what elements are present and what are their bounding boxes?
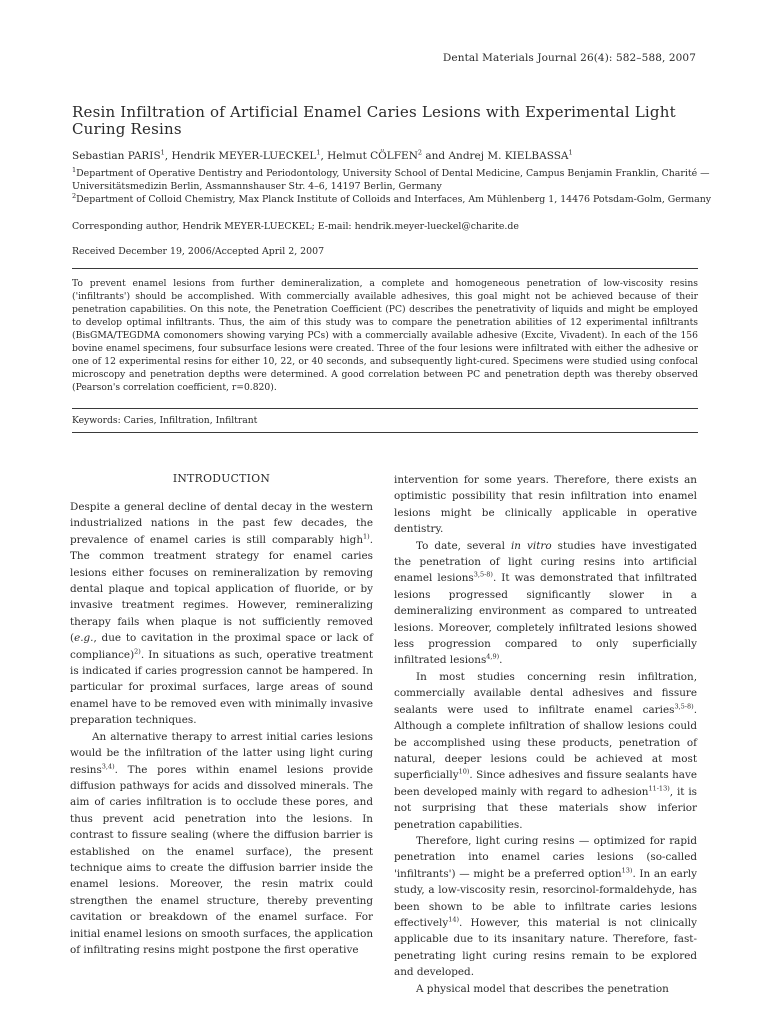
section-heading: INTRODUCTION <box>172 472 271 485</box>
article-title: Resin Infiltration of Artificial Enamel Caries Lesions with Experimental Light Curing Resins <box>72 103 676 138</box>
corresponding-author: Corresponding author, Hendrik MEYER-LUECKEL; E-mail: hendrik.meyer-lueckel@charite.de <box>72 221 519 232</box>
affiliation-marker: 1 <box>316 148 321 157</box>
text-run: e.g. <box>74 632 94 645</box>
author-name: Sebastian PARIS <box>72 150 161 162</box>
body-column-left <box>70 472 373 958</box>
text-run: . The pores within enamel lesions provide diffusion pathways for acids and dissolved minerals. The aim of caries infiltration is to occlude these pores, and thus prevent acid penetration into the lesions. In contrast to fissure sealing (where the diffusion barrier is established on the enamel surface), the present technique aims to create the diffusion barrier inside the enamel lesions. Moreover, the resin matrix could strengthen the enamel structure, thereby preventing cavitation or breakdown of the enamel surface. For initial enamel lesions on smooth surfaces, the application of infiltrating resins might postpone the first operative <box>70 763 374 956</box>
text-run: . The common treatment strategy for enamel caries lesions either focuses on remineralization by removing dental plaque and topical application of fluoride, or by invasive treatment regimes. However, remineralizing therapy fails when plaque is not sufficiently removed ( <box>70 533 373 645</box>
text-run: in vitro <box>510 539 552 552</box>
citation: 13) <box>621 866 633 875</box>
text-run: studies have investigated the penetration of light curing resins into artificial enamel lesions <box>394 539 697 585</box>
text-run: An alternative therapy to arrest initial caries lesions would be the infiltration of the latter using light curing resins <box>70 730 373 776</box>
author-name: Hendrik MEYER-LUECKEL <box>171 150 317 162</box>
body-paragraph: A physical model that describes the penetration <box>416 982 669 995</box>
body-paragraph <box>394 833 697 981</box>
citation: 11-13) <box>648 784 670 793</box>
text-run: . Although a complete infiltration of shallow lesions could be accomplished using these products, penetration of natural, deeper lesions could be achieved at most superficially <box>394 703 697 782</box>
text-run: . It was demonstrated that infiltrated lesions progressed significantly slower in a demineralizing environment as compared to untreated lesions. Moreover, completely infiltrated lesions showed less progression compared to only superficially infiltrated lesions <box>394 572 697 667</box>
journal-header: Dental Materials Journal 26(4): 582–588, 2007 <box>442 52 696 64</box>
text-run: In most studies concerning resin infiltration, commercially available dental adhesives and fissure sealants were used to infiltrate enamel caries <box>394 670 697 716</box>
text-run: . <box>499 654 503 667</box>
text-run: , it is not surprising that these materials show inferior penetration capabilities. <box>394 785 697 831</box>
body-paragraph <box>70 729 373 959</box>
affiliation-marker: 1 <box>568 148 573 157</box>
text-run: , due to cavitation in the proximal space or lack of compliance) <box>70 632 373 661</box>
text-run: To date, several <box>416 539 511 552</box>
text-run: Despite a general decline of dental decay in the western industrialized nations in the past few decades, the prevalence of enamel caries is still comparably high <box>70 501 373 546</box>
affiliation-text: Department of Operative Dentistry and Periodontology, University School of Dental Medicine, Campus Benjamin Franklin, Charité — Universitätsmedizin Berlin, Assmannshauser Str. 4–6, 14197 Berlin, Germany <box>72 168 710 192</box>
separator: , <box>320 150 328 162</box>
citation: 10) <box>458 767 470 776</box>
body-paragraph <box>394 669 697 833</box>
citation: 14) <box>448 915 460 924</box>
author-name: Helmut CÖLFEN <box>327 150 418 162</box>
text-run: . In an early study, a low-viscosity resin, resorcinol-formaldehyde, has been shown to be able to infiltrate caries lesions effectively <box>394 867 697 929</box>
separator: , <box>164 150 172 162</box>
citation: 3,5-8) <box>473 570 493 579</box>
author-list <box>72 150 712 163</box>
keywords-rule <box>72 432 698 433</box>
citation: 2) <box>134 647 141 656</box>
citation: 4,9) <box>486 653 500 661</box>
separator: and <box>422 150 449 162</box>
keywords: Keywords: Caries, Infiltration, Infiltrant <box>72 415 258 426</box>
text-run: . However, this material is not clinically applicable due to its insanitary nature. Therefore, fast-penetrating light curing resins remain to be explored and developed. <box>394 916 697 979</box>
affiliation-text: Department of Colloid Chemistry, Max Planck Institute of Colloids and Interfaces, Am Mühlenberg 1, 14476 Potsdam-Golm, Germany <box>76 194 712 205</box>
citation: 3,5-8) <box>674 702 694 711</box>
citation: 3,4) <box>101 762 115 771</box>
citation: 1) <box>363 532 370 541</box>
author-name: Andrej M. KIELBASSA <box>448 150 569 162</box>
body-paragraph: intervention for some years. Therefore, there exists an optimistic possibility that resin infiltration into enamel lesions might be clinically applicable in operative dentistry. <box>394 474 697 536</box>
text-run: . Since adhesives and fissure sealants have been developed mainly with regard to adhesion <box>394 769 697 798</box>
affiliation-marker: 1 <box>160 148 165 157</box>
body-paragraph <box>394 538 697 669</box>
text-run: . In situations as such, operative treatment is indicated if caries progression cannot be hampered. In particular for proximal surfaces, large areas of sound enamel have to be removed even with minimally invasive preparation techniques. <box>70 648 373 727</box>
abstract-bottom-rule <box>72 408 698 409</box>
text-run: Therefore, light curing resins — optimized for rapid penetration into enamel caries lesions (so-called 'infiltrants') — might be a preferred option <box>394 834 697 880</box>
affiliation-marker: 1 <box>72 165 77 174</box>
affiliation-2 <box>72 193 712 206</box>
body-paragraph <box>70 499 373 729</box>
body-column-right <box>394 472 697 997</box>
affiliation-marker: 2 <box>417 148 423 157</box>
abstract-top-rule <box>72 268 698 269</box>
affiliation-marker: 2 <box>72 191 77 200</box>
received-date: Received December 19, 2006/Accepted April 2, 2007 <box>72 246 325 257</box>
abstract: To prevent enamel lesions from further demineralization, a complete and homogeneous penetration of low-viscosity resins ('infiltrants') should be accomplished. With commercially available adhesives, this goal might not be achieved because of their penetration capabilities. On this note, the Penetration Coefficient (PC) describes the penetrativity of liquids and might be employed to develop optimal infiltrants. Thus, the aim of this study was to compare the penetration abilities of 12 experimental infiltrants (BisGMA/TEGDMA comonomers showing varying PCs) with a commercially available adhesive (Excite, Vivadent). In each of the 156 bovine enamel specimens, four subsurface lesions were created. Three of the four lesions were infiltrated with either the adhesive or one of 12 experimental resins for either 10, 22, or 40 seconds, and subsequently light-cured. Specimens were studied using confocal microscopy and penetration depths were determined. A good correlation between PC and penetration depth was thereby observed (Pearson's correlation coefficient, r=0.820). <box>72 278 698 393</box>
affiliation-1 <box>72 167 712 193</box>
